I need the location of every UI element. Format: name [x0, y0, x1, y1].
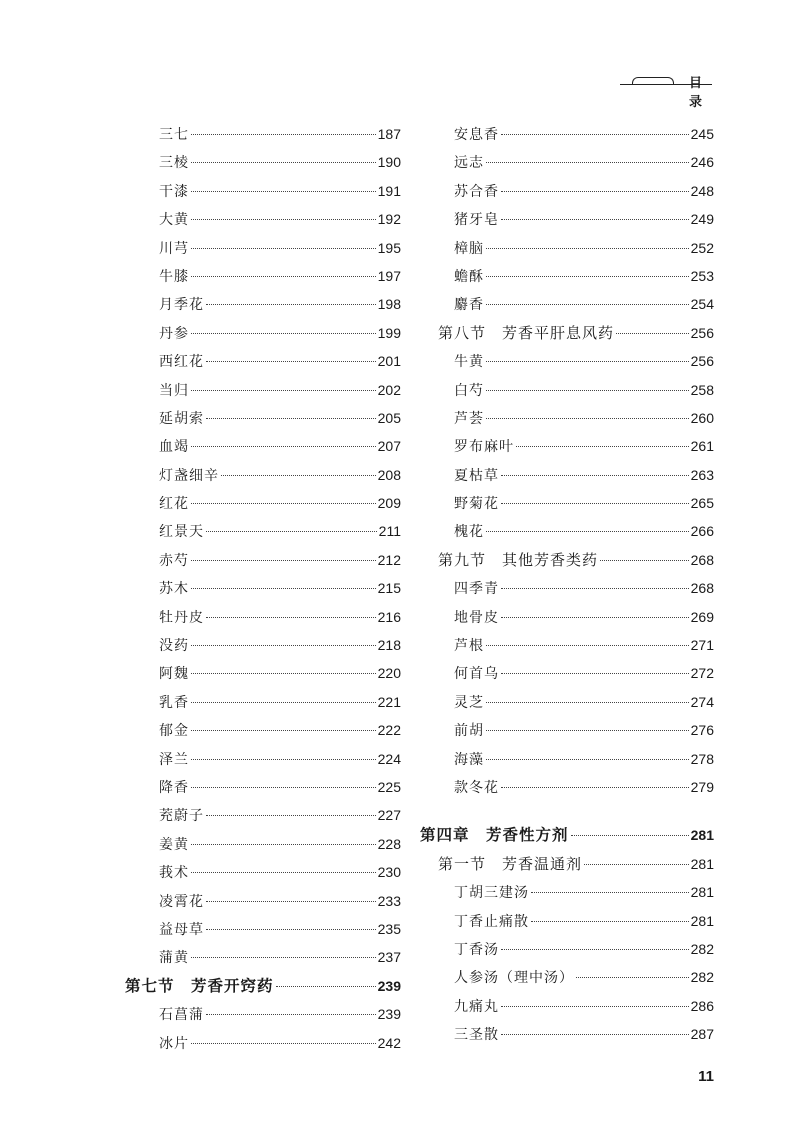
toc-entry-page: 242 [377, 1034, 401, 1051]
toc-entry-page: 254 [690, 296, 714, 313]
dot-leader [584, 864, 689, 865]
toc-entry-page: 216 [377, 608, 401, 625]
toc-entry-page: 212 [377, 551, 401, 568]
toc-entry[interactable] [420, 148, 714, 176]
toc-section-entry[interactable] [420, 546, 714, 574]
toc-entry-page: 239 [377, 977, 401, 994]
toc-entry-title: 牛膝 [159, 268, 189, 285]
dot-leader [486, 248, 689, 249]
dot-leader [191, 162, 376, 163]
toc-entry-page: 253 [690, 267, 714, 284]
toc-entry-title: 西红花 [159, 354, 204, 371]
dot-leader [206, 929, 376, 930]
dot-leader [486, 702, 689, 703]
toc-entry-title: 灯盏细辛 [159, 467, 219, 484]
dot-leader [486, 304, 689, 305]
toc-entry-title: 石菖蒲 [159, 1007, 204, 1024]
toc-entry-title: 三七 [159, 127, 189, 143]
toc-entry-page: 230 [377, 864, 401, 881]
dot-leader [191, 219, 376, 220]
toc-entry-title: 姜黄 [159, 836, 189, 853]
toc-entry-page: 252 [690, 239, 714, 256]
toc-entry[interactable] [420, 603, 714, 631]
dot-leader [221, 475, 376, 476]
dot-leader [191, 872, 376, 873]
toc-entry-page: 220 [377, 665, 401, 682]
dot-leader [206, 901, 376, 902]
dot-leader [191, 560, 376, 561]
toc-entry[interactable] [420, 177, 714, 205]
toc-entry[interactable] [125, 830, 401, 858]
toc-entry-page: 195 [377, 239, 401, 256]
dot-leader [486, 759, 689, 760]
toc-entry-title: 第八节 芳香平肝息风药 [438, 323, 615, 342]
toc-entry[interactable] [125, 205, 401, 233]
toc-entry-page: 215 [377, 580, 401, 597]
toc-entry[interactable] [125, 347, 401, 375]
toc-entry[interactable] [420, 963, 714, 991]
toc-entry[interactable] [420, 688, 714, 716]
dot-leader [206, 531, 377, 532]
dot-leader [191, 446, 376, 447]
toc-entry[interactable] [125, 1000, 401, 1028]
toc-entry-title: 牡丹皮 [159, 609, 204, 626]
toc-entry-page: 233 [377, 892, 401, 909]
toc-entry[interactable] [125, 489, 401, 517]
dot-leader [276, 986, 376, 987]
toc-entry-title: 郁金 [159, 723, 189, 740]
toc-entry-page: 197 [377, 267, 401, 284]
dot-leader [191, 957, 376, 958]
dot-leader [191, 645, 376, 646]
dot-leader [516, 446, 689, 447]
toc-entry-page: 199 [377, 324, 401, 341]
toc-entry[interactable] [125, 517, 401, 545]
toc-entry-title: 丁香汤 [454, 941, 499, 958]
dot-leader [206, 361, 376, 362]
toc-entry-page: 258 [690, 381, 714, 398]
dot-leader [501, 673, 689, 674]
toc-entry-title: 阿魏 [159, 666, 189, 683]
toc-entry-page: 281 [690, 827, 714, 844]
toc-entry-title: 第一节 芳香温通剂 [438, 854, 583, 873]
toc-entry-title: 款冬花 [454, 779, 499, 796]
dot-leader [486, 531, 689, 532]
toc-entry-title: 没药 [159, 638, 189, 655]
dot-leader [191, 134, 376, 135]
toc-entry-title: 安息香 [454, 127, 499, 143]
toc-entry[interactable] [125, 659, 401, 687]
toc-entry-page: 265 [690, 495, 714, 512]
dot-leader [206, 304, 376, 305]
dot-leader [486, 276, 689, 277]
toc-entry-title: 大黄 [159, 212, 189, 229]
toc-entry[interactable] [125, 376, 401, 404]
dot-leader [191, 248, 376, 249]
toc-entry[interactable] [420, 716, 714, 744]
dot-leader [191, 844, 376, 845]
toc-entry[interactable] [125, 262, 401, 290]
toc-entry[interactable] [125, 858, 401, 886]
toc-entry-page: 246 [690, 154, 714, 171]
toc-entry-title: 益母草 [159, 921, 204, 938]
toc-entry[interactable] [125, 290, 401, 318]
toc-entry-page: 208 [377, 466, 401, 483]
toc-entry-title: 干漆 [159, 183, 189, 200]
toc-entry-page: 190 [377, 154, 401, 171]
dot-leader [501, 1034, 689, 1035]
toc-entry-page: 222 [377, 722, 401, 739]
toc-entry[interactable] [125, 148, 401, 176]
toc-entry-page: 237 [377, 949, 401, 966]
toc-entry-title: 川芎 [159, 240, 189, 257]
dot-leader [191, 588, 376, 589]
toc-entry-page: 279 [690, 778, 714, 795]
toc-entry-title: 赤芍 [159, 552, 189, 569]
toc-entry-title: 丁香止痛散 [454, 913, 529, 930]
toc-section-entry[interactable] [420, 319, 714, 347]
dot-leader [501, 949, 689, 950]
toc-entry-title: 茺蔚子 [159, 808, 204, 825]
toc-entry-title: 前胡 [454, 723, 484, 740]
toc-entry-title: 三棱 [159, 155, 189, 172]
toc-entry[interactable] [420, 631, 714, 659]
dot-leader [571, 835, 689, 836]
toc-chapter-entry[interactable] [125, 972, 401, 1000]
toc-entry-title: 白芍 [454, 382, 484, 399]
toc-entry-title: 罗布麻叶 [454, 439, 514, 456]
dot-leader [191, 673, 376, 674]
toc-entry-title: 当归 [159, 382, 189, 399]
toc-entry-page: 209 [377, 495, 401, 512]
dot-leader [501, 191, 689, 192]
toc-entry-page: 278 [690, 750, 714, 767]
toc-entry-page: 227 [377, 807, 401, 824]
toc-right-column [420, 120, 714, 1049]
dot-leader [531, 892, 689, 893]
toc-entry-page: 287 [690, 1026, 714, 1043]
toc-entry[interactable] [420, 1020, 714, 1048]
toc-entry[interactable] [125, 915, 401, 943]
toc-entry[interactable] [420, 574, 714, 602]
dot-leader [206, 418, 376, 419]
toc-entry-title: 降香 [159, 779, 189, 796]
toc-entry-page: 202 [377, 381, 401, 398]
dot-leader [191, 1043, 376, 1044]
toc-entry[interactable] [125, 177, 401, 205]
toc-entry-title: 樟脑 [454, 240, 484, 257]
toc-entry-page: 274 [690, 693, 714, 710]
dot-leader [191, 503, 376, 504]
toc-entry-title: 冰片 [159, 1035, 189, 1052]
toc-entry-title: 月季花 [159, 297, 204, 314]
dot-leader [486, 361, 689, 362]
toc-entry[interactable] [420, 489, 714, 517]
toc-entry-title: 泽兰 [159, 751, 189, 768]
dot-leader [206, 617, 376, 618]
dot-leader [191, 787, 376, 788]
toc-entry-title: 地骨皮 [454, 609, 499, 626]
toc-entry-page: 192 [377, 211, 401, 228]
toc-entry-page: 286 [690, 997, 714, 1014]
toc-entry[interactable] [420, 234, 714, 262]
toc-entry-title: 丹参 [159, 325, 189, 342]
dot-leader [486, 418, 689, 419]
toc-entry-title: 芦荟 [454, 410, 484, 427]
toc-entry-title: 血竭 [159, 439, 189, 456]
toc-entry-page: 272 [690, 665, 714, 682]
toc-entry-title: 凌霄花 [159, 893, 204, 910]
toc-entry[interactable] [420, 404, 714, 432]
toc-entry-page: 225 [377, 778, 401, 795]
toc-entry[interactable] [125, 234, 401, 262]
toc-entry-title: 远志 [454, 155, 484, 172]
dot-leader [191, 759, 376, 760]
toc-entry[interactable] [125, 801, 401, 829]
toc-entry-page: 269 [690, 608, 714, 625]
toc-entry-page: 205 [377, 409, 401, 426]
page-header [0, 0, 800, 110]
toc-entry-title: 芦根 [454, 638, 484, 655]
toc-entry-page: 271 [690, 637, 714, 654]
toc-entry-page: 260 [690, 409, 714, 426]
toc-entry-page: 282 [690, 969, 714, 986]
toc-entry-title: 槐花 [454, 524, 484, 541]
toc-entry[interactable] [420, 120, 714, 148]
toc-entry-page: 281 [690, 855, 714, 872]
dot-leader [501, 588, 689, 589]
dot-leader [576, 977, 689, 978]
toc-entry[interactable] [125, 887, 401, 915]
toc-entry[interactable] [420, 659, 714, 687]
toc-section-entry[interactable] [420, 850, 714, 878]
dot-leader [501, 617, 689, 618]
toc-entry[interactable] [125, 461, 401, 489]
toc-entry[interactable] [420, 461, 714, 489]
toc-entry-page: 224 [377, 750, 401, 767]
toc-entry[interactable] [125, 319, 401, 347]
toc-entry[interactable] [420, 745, 714, 773]
dot-leader [191, 191, 376, 192]
toc-entry-page: 276 [690, 722, 714, 739]
toc-entry[interactable] [420, 432, 714, 460]
toc-entry-title: 第七节 芳香开窍药 [125, 975, 274, 995]
toc-entry-title: 蟾酥 [454, 268, 484, 285]
dot-leader [486, 390, 689, 391]
toc-entry[interactable] [125, 574, 401, 602]
dot-leader [486, 162, 689, 163]
toc-entry-page: 221 [377, 693, 401, 710]
toc-entry-page: 201 [377, 353, 401, 370]
toc-entry-title: 九痛丸 [454, 998, 499, 1015]
toc-entry-page: 266 [690, 523, 714, 540]
toc-entry-title: 灵芝 [454, 694, 484, 711]
dot-leader [501, 475, 689, 476]
toc-entry-page: 187 [377, 126, 401, 142]
toc-entry[interactable] [420, 935, 714, 963]
dot-leader [501, 134, 689, 135]
toc-entry[interactable] [125, 773, 401, 801]
dot-leader [191, 730, 376, 731]
toc-entry-title: 麝香 [454, 297, 484, 314]
toc-entry[interactable] [125, 943, 401, 971]
toc-entry-page: 218 [377, 637, 401, 654]
toc-entry-title: 海藻 [454, 751, 484, 768]
toc-entry-title: 人参汤（理中汤） [454, 970, 574, 987]
toc-entry-title: 红花 [159, 496, 189, 513]
toc-entry[interactable] [420, 290, 714, 318]
toc-entry[interactable] [125, 404, 401, 432]
toc-entry-page: 281 [690, 912, 714, 929]
dot-leader [191, 702, 376, 703]
dot-leader [531, 921, 689, 922]
toc-entry[interactable] [420, 517, 714, 545]
toc-entry[interactable] [125, 688, 401, 716]
dot-leader [501, 787, 689, 788]
toc-entry[interactable] [125, 546, 401, 574]
toc-entry[interactable] [420, 878, 714, 906]
toc-entry[interactable] [420, 773, 714, 801]
toc-entry-page: 263 [690, 466, 714, 483]
toc-entry[interactable] [420, 376, 714, 404]
dot-leader [600, 560, 689, 561]
toc-entry-page: 211 [378, 523, 401, 540]
toc-entry-title: 四季青 [454, 581, 499, 598]
toc-entry-title: 蒲黄 [159, 950, 189, 967]
dot-leader [486, 730, 689, 731]
toc-entry[interactable] [125, 120, 401, 148]
toc-entry[interactable] [420, 907, 714, 935]
toc-entry[interactable] [420, 347, 714, 375]
toc-entry[interactable] [125, 1029, 401, 1057]
toc-entry[interactable] [125, 631, 401, 659]
toc-entry-page: 248 [690, 182, 714, 199]
toc-entry[interactable] [420, 205, 714, 233]
page-number: 11 [698, 1068, 714, 1085]
dot-leader [486, 645, 689, 646]
toc-entry-page: 245 [690, 126, 714, 142]
toc-entry-page: 268 [690, 580, 714, 597]
toc-entry-title: 夏枯草 [454, 467, 499, 484]
dot-leader [206, 815, 376, 816]
toc-entry[interactable] [125, 716, 401, 744]
toc-entry-page: 198 [377, 296, 401, 313]
toc-entry-title: 丁胡三建汤 [454, 885, 529, 902]
toc-entry-page: 281 [690, 884, 714, 901]
toc-entry-page: 239 [377, 1006, 401, 1023]
dot-leader [501, 219, 689, 220]
toc-entry-page: 256 [690, 353, 714, 370]
toc-entry-page: 207 [377, 438, 401, 455]
toc-entry-title: 三圣散 [454, 1027, 499, 1044]
toc-entry-title: 莪术 [159, 865, 189, 882]
toc-entry-page: 261 [690, 438, 714, 455]
toc-entry-page: 282 [690, 940, 714, 957]
dot-leader [191, 390, 376, 391]
running-head-title: 目 录 [688, 76, 714, 110]
toc-entry-page: 249 [690, 211, 714, 228]
toc-entry-page: 191 [377, 182, 401, 199]
toc-entry-title: 何首乌 [454, 666, 499, 683]
toc-chapter-entry[interactable] [420, 821, 714, 849]
toc-entry-title: 第九节 其他芳香类药 [438, 550, 599, 569]
toc-entry-page: 228 [377, 835, 401, 852]
toc-entry-page: 268 [690, 551, 714, 568]
toc-entry-title: 野菊花 [454, 496, 499, 513]
toc-entry-title: 延胡索 [159, 410, 204, 427]
toc-entry[interactable] [125, 745, 401, 773]
toc-entry[interactable] [125, 432, 401, 460]
toc-entry-title: 苏木 [159, 581, 189, 598]
toc-entry-page: 235 [377, 920, 401, 937]
dot-leader [206, 1014, 376, 1015]
toc-entry[interactable] [125, 603, 401, 631]
toc-entry-title: 苏合香 [454, 183, 499, 200]
toc-entry-page: 256 [690, 324, 714, 341]
dot-leader [191, 276, 376, 277]
toc-entry-title: 乳香 [159, 694, 189, 711]
toc-entry-title: 猪牙皂 [454, 212, 499, 229]
toc-entry[interactable] [420, 992, 714, 1020]
toc-left-column [125, 120, 401, 1057]
dot-leader [616, 333, 689, 334]
toc-entry-title: 牛黄 [454, 354, 484, 371]
toc-entry-title: 第四章 芳香性方剂 [420, 825, 569, 845]
dot-leader [191, 333, 376, 334]
toc-entry[interactable] [420, 262, 714, 290]
dot-leader [501, 503, 689, 504]
toc-entry-title: 红景天 [159, 524, 204, 541]
dot-leader [501, 1006, 689, 1007]
